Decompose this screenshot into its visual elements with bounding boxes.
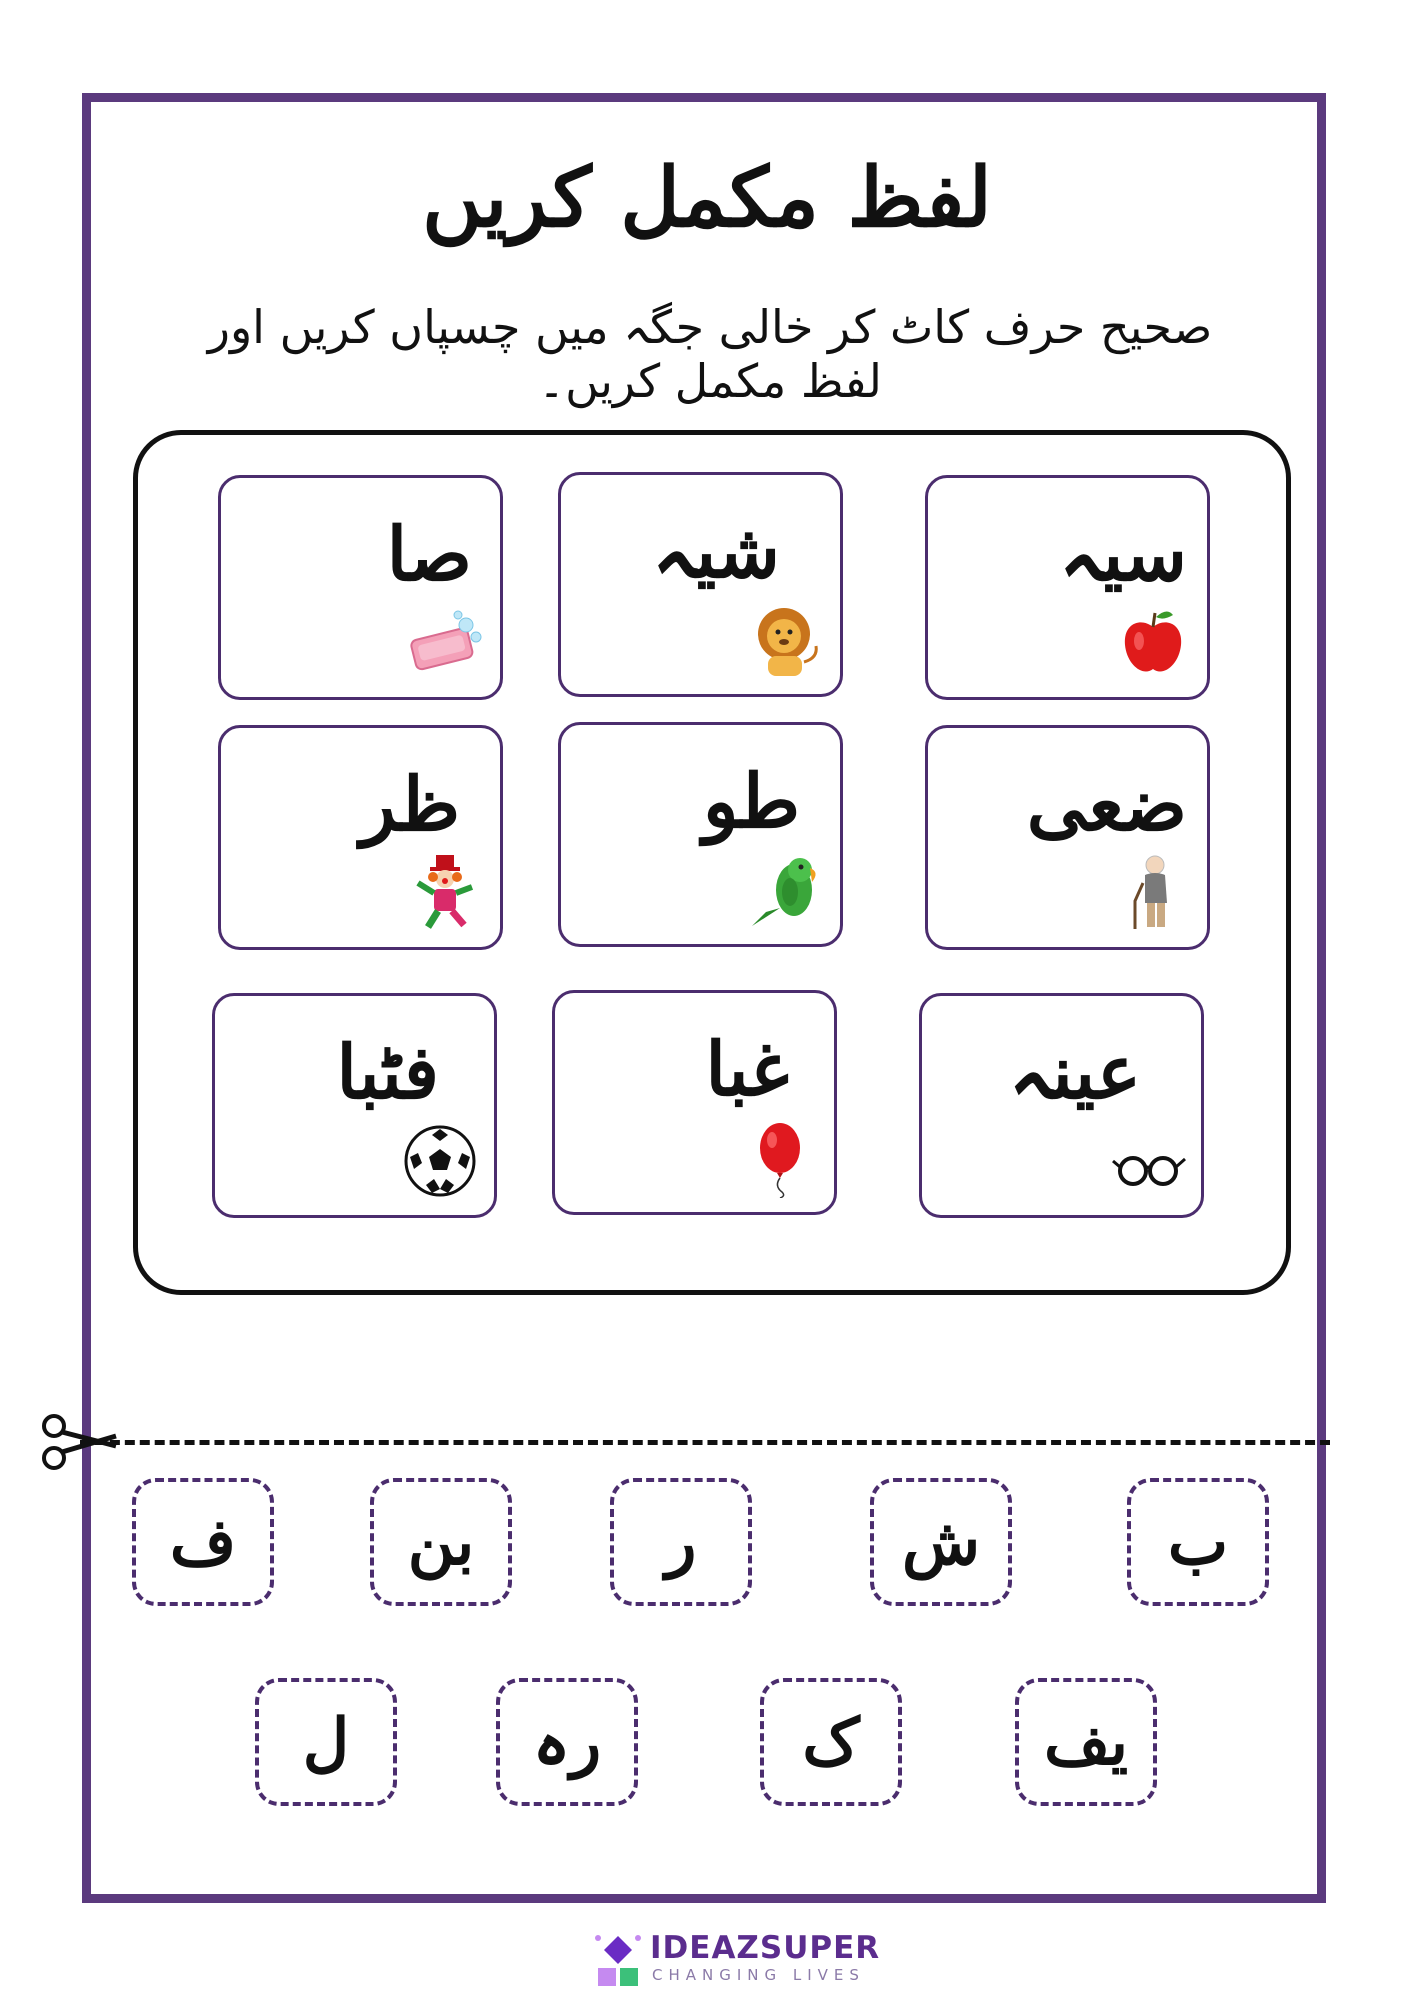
- letter-tile[interactable]: بن: [370, 1478, 512, 1606]
- brand-name: IDEAZSUPER: [650, 1930, 881, 1966]
- letter-tile[interactable]: ش: [870, 1478, 1012, 1606]
- word-card[interactable]: [212, 993, 497, 1218]
- letter-tile[interactable]: ک: [760, 1678, 902, 1806]
- incomplete-word: عینہ: [1008, 1030, 1141, 1116]
- brand-mark-icon: [590, 1930, 646, 1988]
- incomplete-word: طو: [702, 759, 800, 845]
- word-card[interactable]: [925, 475, 1210, 700]
- word-card[interactable]: [558, 722, 843, 947]
- cut-line: [80, 1440, 1330, 1445]
- incomplete-word: غبا: [705, 1027, 789, 1113]
- incomplete-word: صا: [386, 512, 472, 598]
- soap-icon: [406, 603, 486, 683]
- football-icon: [400, 1121, 480, 1201]
- parrot-icon: [746, 850, 826, 930]
- letter-tile[interactable]: ر: [610, 1478, 752, 1606]
- letter-tile[interactable]: ب: [1127, 1478, 1269, 1606]
- incomplete-word: ضعی: [1026, 762, 1187, 848]
- brand-logo: [590, 1930, 890, 1990]
- letter-tile[interactable]: رہ: [496, 1678, 638, 1806]
- letter-tile[interactable]: یف: [1015, 1678, 1157, 1806]
- instruction-text: صحیح حرف کاٹ کر خالی جگہ میں چسپاں کریں اور لفظ مکمل کریں۔: [207, 300, 1213, 408]
- lion-icon: [746, 600, 826, 680]
- incomplete-word: ظر: [360, 762, 460, 848]
- letter-tile[interactable]: ف: [132, 1478, 274, 1606]
- word-card[interactable]: [552, 990, 837, 1215]
- brand-tagline: CHANGING LIVES: [652, 1966, 865, 1984]
- clown-icon: [406, 853, 486, 933]
- word-board: [133, 430, 1291, 1295]
- word-card[interactable]: [218, 475, 503, 700]
- word-card[interactable]: [925, 725, 1210, 950]
- balloon-icon: [740, 1118, 820, 1198]
- page-title: لفظ مکمل کریں: [422, 150, 992, 246]
- word-card[interactable]: [218, 725, 503, 950]
- word-card[interactable]: [558, 472, 843, 697]
- incomplete-word: سیہ: [1059, 512, 1187, 598]
- apple-icon: [1113, 603, 1193, 683]
- incomplete-word: فٹبا: [336, 1030, 439, 1116]
- glasses-icon: [1107, 1121, 1187, 1201]
- incomplete-word: شیہ: [652, 509, 780, 595]
- old-man-icon: [1113, 853, 1193, 933]
- word-card[interactable]: [919, 993, 1204, 1218]
- letter-tile[interactable]: ل: [255, 1678, 397, 1806]
